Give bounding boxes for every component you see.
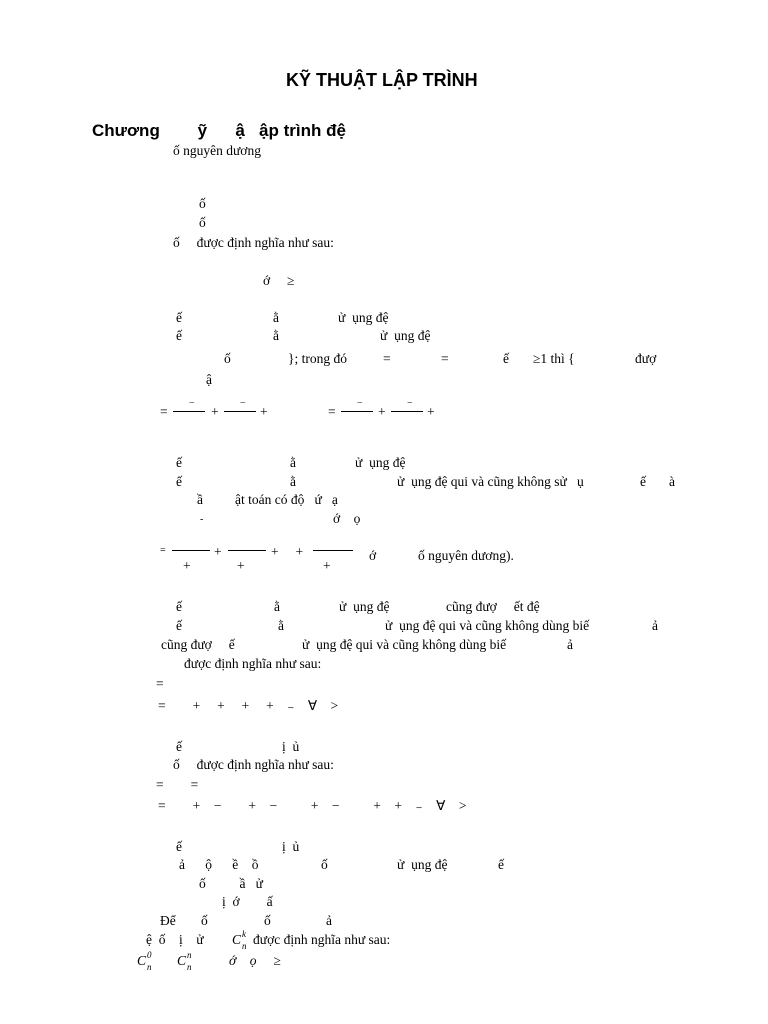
text-fragment: Để <box>160 913 176 928</box>
formula-plus: + <box>378 404 386 419</box>
math-subscript: n <box>242 941 247 951</box>
text-fragment: ế <box>176 599 182 614</box>
text-line: ớ ≥ <box>263 273 295 288</box>
text-fragment: ử ụng đệ <box>380 328 431 343</box>
math-symbol: C <box>177 953 187 968</box>
text-fragment: ầ <box>197 492 203 507</box>
text-line: được định nghĩa như sau: <box>184 656 322 671</box>
text-fragment: ử ụng đệ <box>339 599 390 614</box>
text-fragment: ố <box>201 913 208 928</box>
text-fragment: ật toán có độ ứ ạ <box>235 492 338 507</box>
text-fragment: ả <box>652 618 658 633</box>
text-fragment: ử ụng đệ <box>397 857 448 872</box>
formula-plus: + <box>237 558 245 573</box>
text-fragment: = <box>383 351 391 366</box>
math-superscript: 0 <box>147 950 152 960</box>
text-line: ố được định nghĩa như sau: <box>173 235 334 250</box>
math-symbol: C <box>232 932 242 947</box>
formula-plus: + <box>214 544 222 559</box>
text-fragment: đượ <box>635 351 657 366</box>
math-symbol: C <box>137 953 147 968</box>
text-fragment: ế <box>176 618 182 633</box>
text-fragment: ế <box>176 474 182 489</box>
text-fragment: được định nghĩa như sau: <box>253 932 391 947</box>
math-subscript: n <box>187 962 192 972</box>
text-fragment: ế <box>498 857 504 872</box>
formula-plus: + <box>211 404 219 419</box>
text-fragment: cũng đượ ế <box>161 637 235 652</box>
text-line: ố nguyên dương <box>173 143 261 158</box>
text-fragment: ử ụng đệ <box>355 455 406 470</box>
text-line: ố <box>199 196 206 211</box>
text-fragment: ế <box>176 310 182 325</box>
text-fragment: ằ <box>290 474 296 489</box>
text-fragment: ớ ọ <box>333 511 361 526</box>
text-fragment: ả <box>567 637 573 652</box>
text-fragment: ≥1 thì { <box>533 351 575 366</box>
text-fragment: ằ <box>274 599 280 614</box>
text-line: ố <box>199 215 206 230</box>
formula-plus: + <box>427 404 435 419</box>
formula-plus: + + <box>271 544 304 559</box>
formula-line: = + − + − + − + + ₋ ∀ > <box>158 798 467 813</box>
text-fragment: ằ <box>273 328 279 343</box>
text-line: ố ầ ử <box>199 876 263 891</box>
text-fragment: ử ụng đệ qui và cũng không dùng biế <box>302 637 507 652</box>
text-fragment: ế <box>176 328 182 343</box>
formula-line: = = <box>156 777 199 792</box>
formula-equals: = <box>160 404 168 419</box>
formula-line: = + + + + ₋ ∀ > <box>158 698 339 713</box>
text-fragment: cũng đượ ết đệ <box>446 599 540 614</box>
text-fragment: ị ủ <box>282 739 300 754</box>
math-superscript: n <box>187 950 192 960</box>
math-superscript: k <box>242 929 246 939</box>
text-fragment: ử ụng đệ qui và cũng không dùng biế <box>385 618 590 633</box>
formula-equals: = <box>160 545 166 556</box>
text-fragment: ớ <box>369 548 377 563</box>
text-fragment: ố <box>321 857 328 872</box>
formula-equals: = <box>328 404 336 419</box>
text-fragment: - <box>200 514 204 525</box>
text-fragment: ử ụng đệ qui và cũng không sử ụ <box>397 474 584 489</box>
text-fragment: ả <box>326 913 332 928</box>
text-fragment: ố <box>224 351 231 366</box>
math-subscript: n <box>147 962 152 972</box>
formula-plus: + <box>183 558 191 573</box>
formula-line: = <box>156 676 164 691</box>
text-fragment: ị ủ <box>282 839 300 854</box>
page-title: KỸ THUẬT LẬP TRÌNH <box>286 70 478 90</box>
text-fragment: ả ộ ề ồ <box>179 857 259 872</box>
text-fragment: ố nguyên dương). <box>418 548 514 563</box>
text-fragment: ằ <box>273 310 279 325</box>
text-fragment: ế <box>176 455 182 470</box>
text-line: ị ớ ấ <box>222 894 273 909</box>
text-fragment: }; trong đó <box>288 351 347 366</box>
text-fragment: ử ụng đệ <box>338 310 389 325</box>
formula-plus: + <box>260 404 268 419</box>
text-fragment: ậ <box>206 372 212 387</box>
text-fragment: ế <box>176 839 182 854</box>
text-line: ố được định nghĩa như sau: <box>173 757 334 772</box>
text-fragment: = <box>441 351 449 366</box>
text-fragment: à <box>669 474 675 489</box>
text-fragment: ố <box>264 913 271 928</box>
text-fragment: ế <box>503 351 509 366</box>
chapter-heading: Chương ỹ ậ ập trình đệ <box>92 121 346 140</box>
text-fragment: ằ <box>278 618 284 633</box>
text-fragment: ế <box>640 474 646 489</box>
text-fragment: ế <box>176 739 182 754</box>
text-fragment: ệ ố ị ử <box>146 932 204 947</box>
text-fragment: ớ ọ ≥ <box>229 953 281 968</box>
formula-plus: + <box>323 558 331 573</box>
text-fragment: ằ <box>290 455 296 470</box>
